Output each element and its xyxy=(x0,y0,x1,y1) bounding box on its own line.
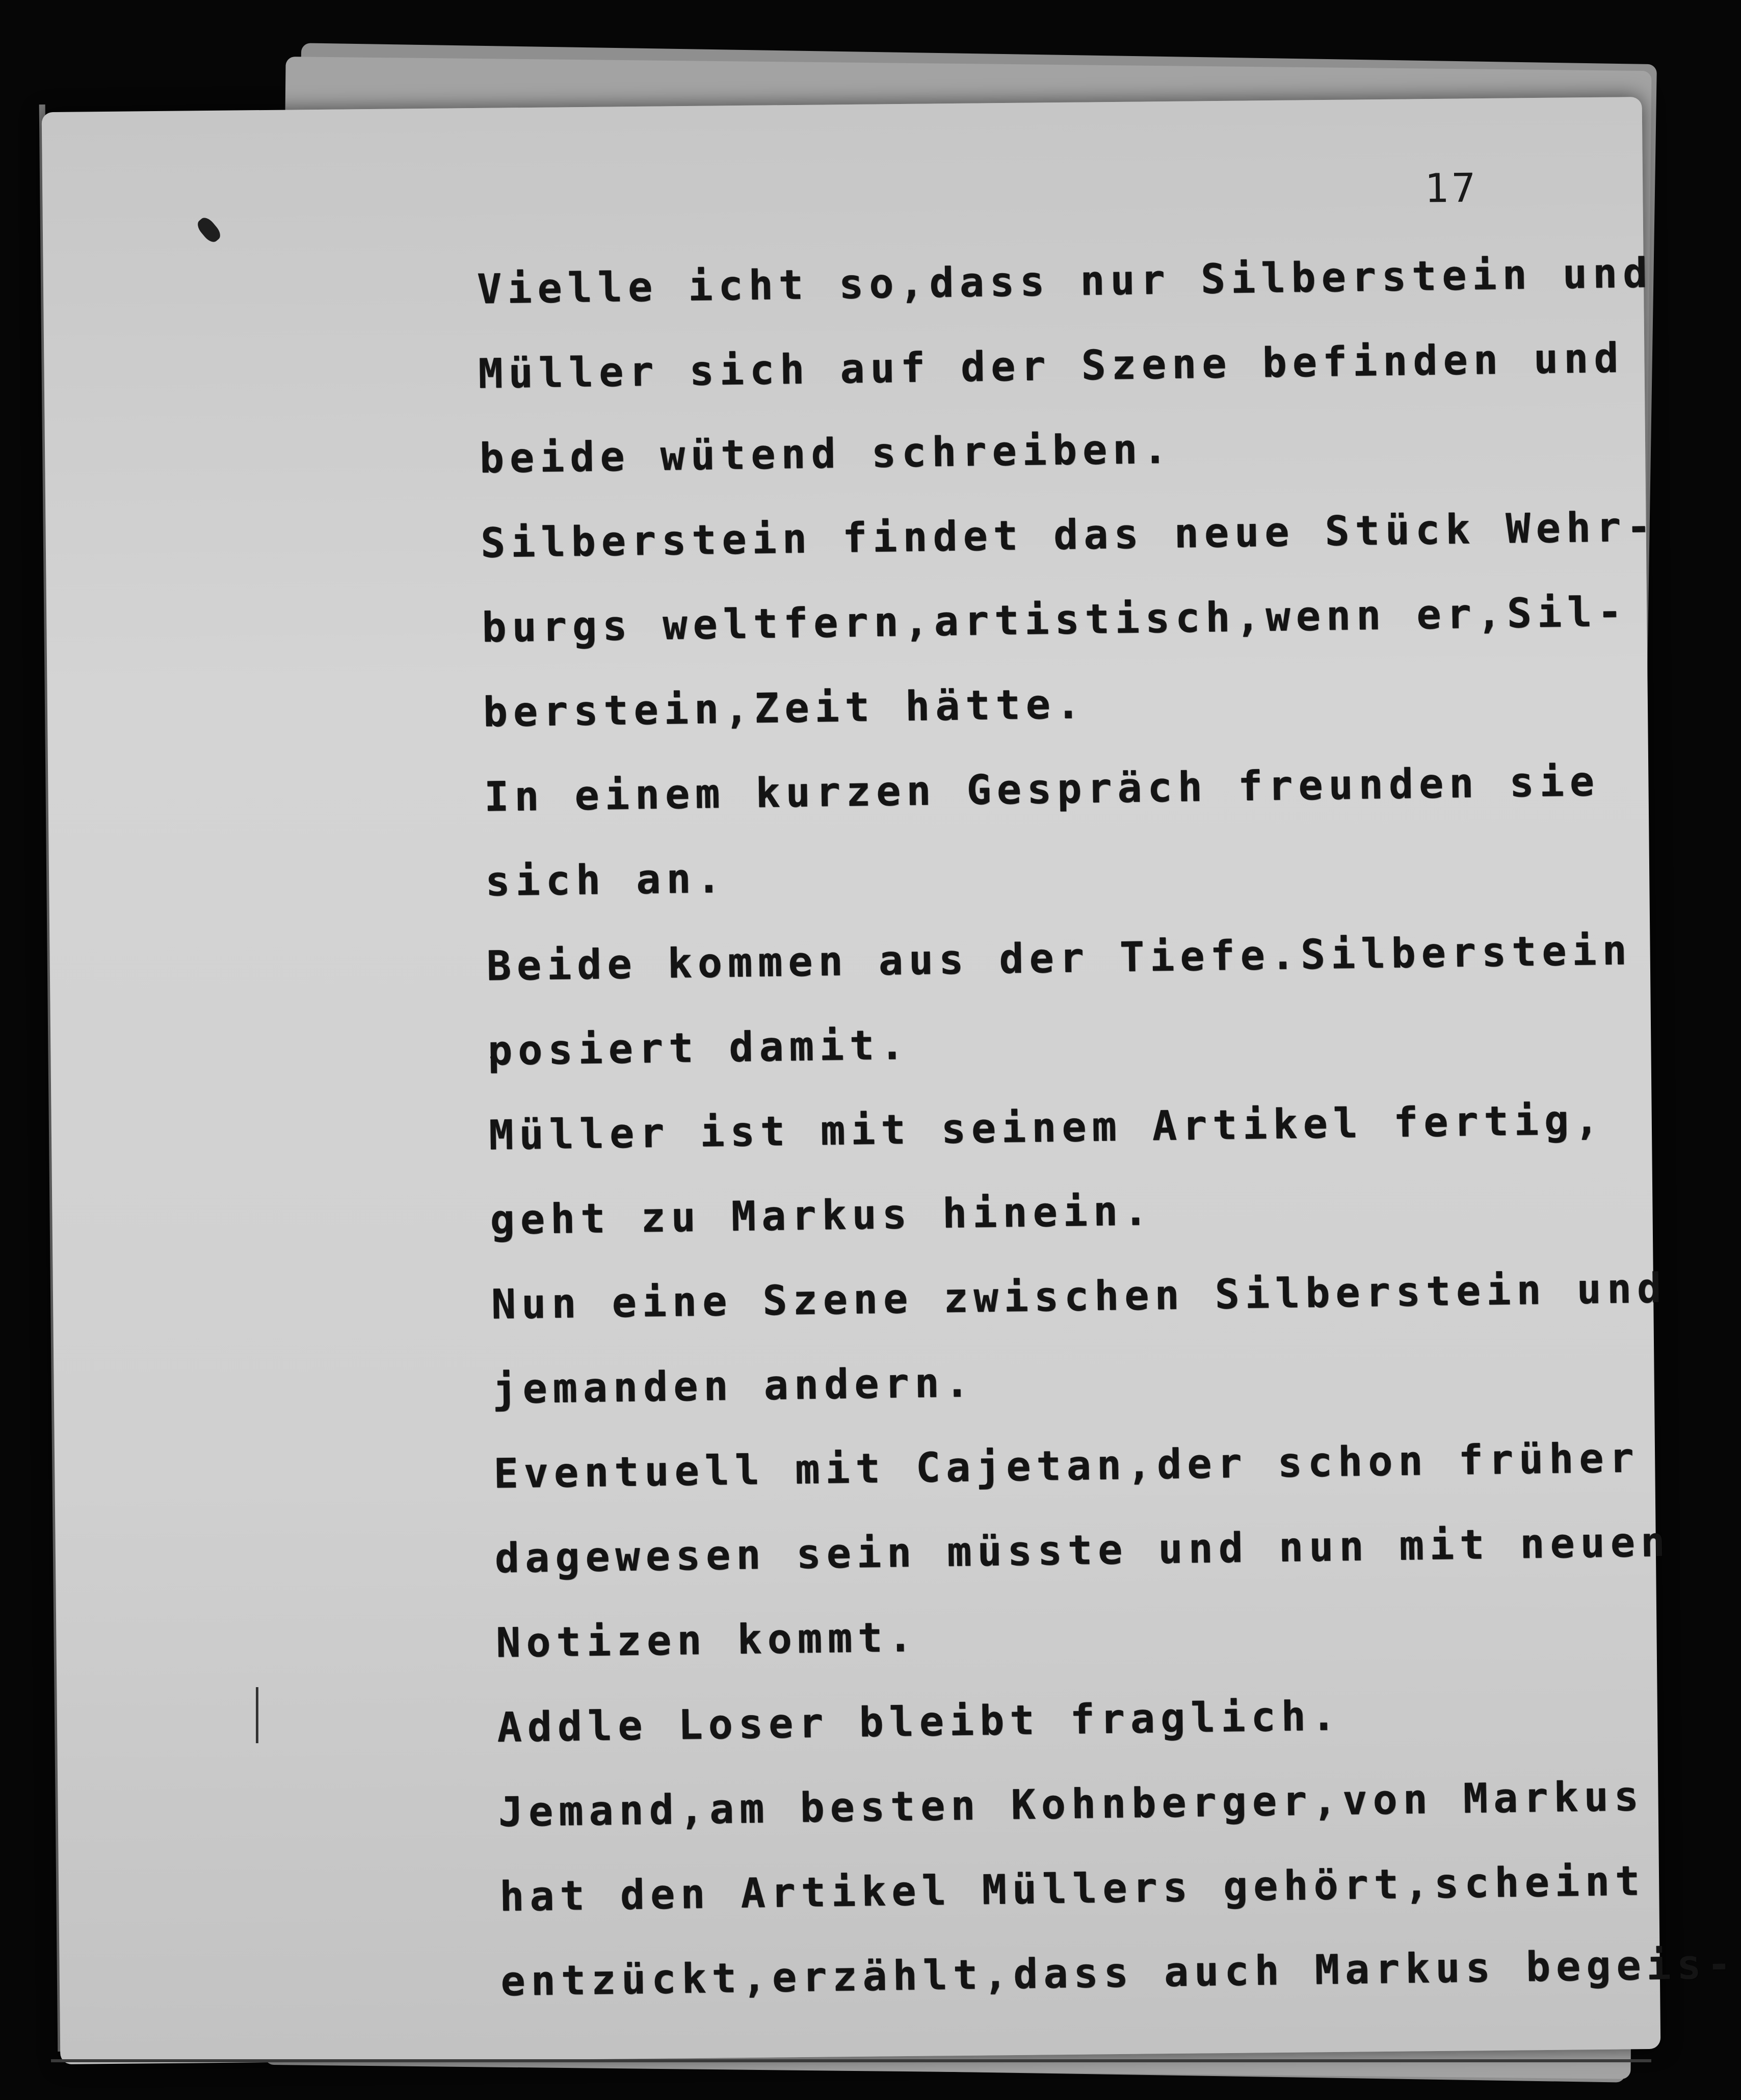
text-line: berstein,Zeit hätte. xyxy=(483,680,1087,736)
text-line: Beide kommen aus der Tiefe.Silberstein xyxy=(486,926,1633,990)
text-line: Addle Loser bleibt fraglich. xyxy=(496,1692,1342,1751)
page-number: 17 xyxy=(1424,165,1479,212)
text-line: jemanden andern. xyxy=(492,1358,975,1413)
text-line: sich an. xyxy=(485,854,727,905)
text-line: In einem kurzen Gespräch freunden sie xyxy=(484,757,1600,821)
text-line: Vielle icht so,dass nur Silberstein und xyxy=(477,249,1653,313)
text-line: Nun eine Szene zwischen Silberstein und xyxy=(491,1264,1668,1328)
text-line: beide wütend schreiben. xyxy=(479,425,1174,482)
text-line: Silberstein findet das neue Stück Wehr- xyxy=(480,503,1657,567)
text-line: hat den Artikel Müllers gehört,scheint xyxy=(499,1857,1646,1921)
text-line: dagewesen sein müsste und nun mit neuen xyxy=(494,1518,1671,1582)
text-line: Eventuell mit Cajetan,der schon früher xyxy=(493,1434,1640,1498)
body-text xyxy=(477,231,1737,2024)
page-bottom-edge xyxy=(51,2059,1651,2062)
text-line: Müller sich auf der Szene befinden und xyxy=(478,334,1625,398)
text-line: Notizen kommt. xyxy=(495,1613,919,1667)
text-line: burgs weltfern,artistisch,wenn er,Sil- xyxy=(481,588,1628,651)
text-line: Müller ist mit seinem Artikel fertig, xyxy=(488,1096,1605,1159)
margin-line-mark xyxy=(256,1687,258,1743)
text-line: entzückt,erzählt,dass auch Markus begeis- xyxy=(500,1940,1737,2005)
text-line: posiert damit. xyxy=(487,1021,910,1074)
text-line: Jemand,am besten Kohnberger,von Markus xyxy=(498,1772,1645,1836)
text-line: geht zu Markus hinein. xyxy=(489,1187,1154,1244)
